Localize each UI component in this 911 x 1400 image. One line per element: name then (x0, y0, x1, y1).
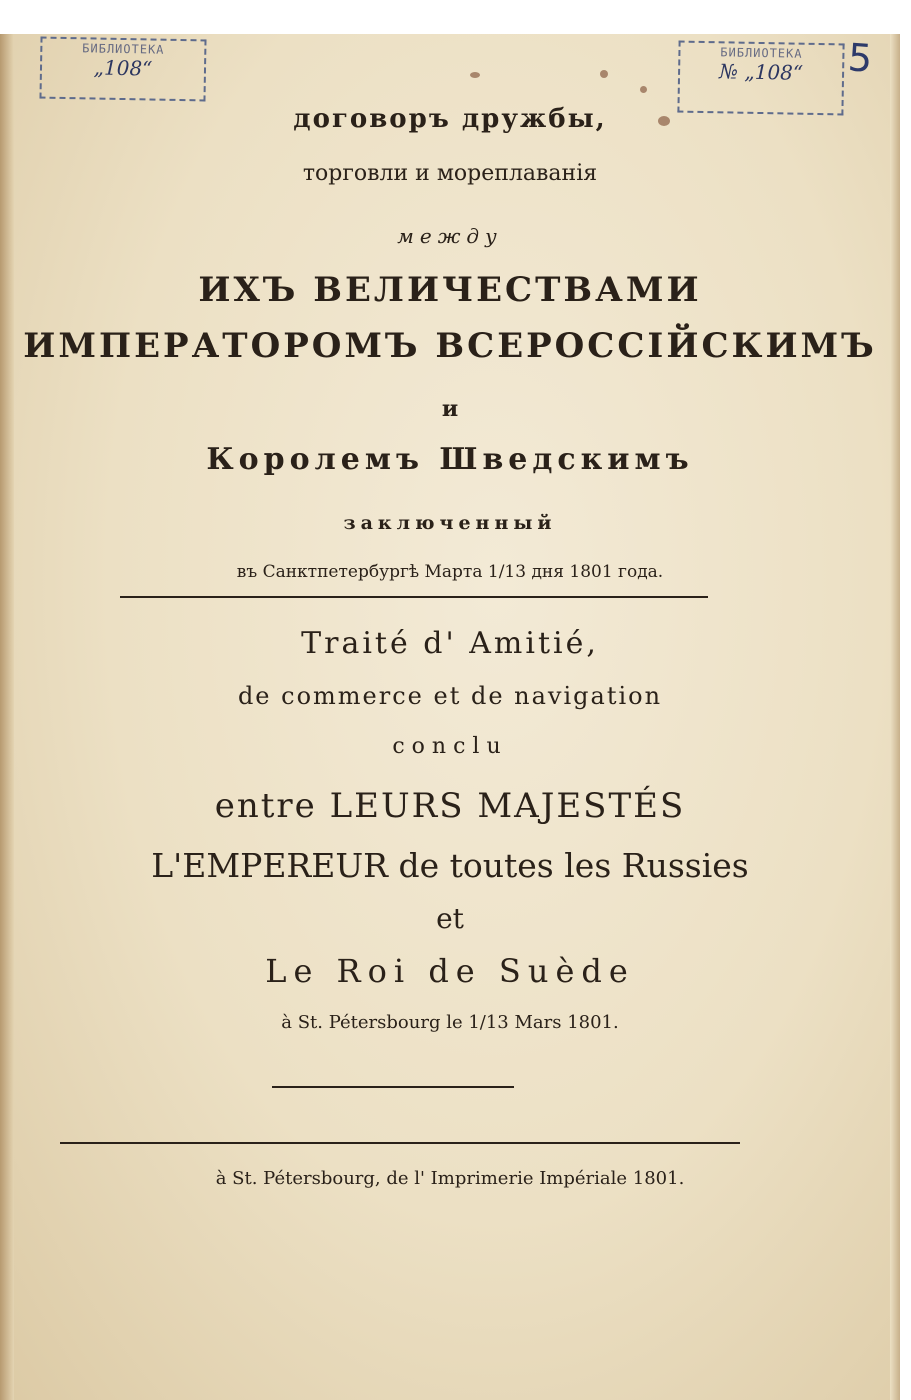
stamp-right-number: № „108“ (718, 59, 804, 85)
stamp-left-label: БИБЛИОТЕКА (82, 41, 165, 57)
short-divider (272, 1086, 514, 1088)
ink-speck (640, 86, 647, 93)
imprint-divider (60, 1142, 740, 1144)
russian-subtitle: торговли и мореплаванія (302, 161, 598, 186)
russian-between: между (397, 224, 503, 248)
french-majesties: entre LEURS MAJESTÉS (214, 786, 686, 826)
russian-title: договоръ дружбы, (293, 104, 607, 134)
russian-king: Королемъ Шведскимъ (206, 442, 694, 477)
russian-and: и (441, 396, 459, 422)
russian-date: въ Санктпетербургѣ Марта 1/13 дня 1801 года. (236, 562, 664, 582)
handwritten-page-number: 5 (846, 35, 874, 81)
ink-speck (470, 72, 480, 78)
russian-majesties: ИХЪ ВЕЛИЧЕСТВАМИ (198, 270, 702, 310)
french-subtitle: de commerce et de navigation (237, 682, 663, 710)
stamp-left-number: „108“ (93, 55, 153, 81)
french-concluded: conclu (392, 734, 508, 759)
french-title: Traité d' Amitié, (301, 626, 599, 661)
russian-concluded: заключенный (343, 512, 557, 534)
french-king: Le Roi de Suède (265, 952, 635, 990)
ink-speck (600, 70, 608, 78)
document-page (0, 34, 900, 1400)
imprint-line: à St. Pétersbourg, de l' Imprimerie Impériale 1801. (215, 1168, 685, 1189)
library-stamp-left (39, 37, 206, 102)
french-emperor: L'EMPEREUR de toutes les Russies (151, 846, 749, 885)
french-date: à St. Pétersbourg le 1/13 Mars 1801. (281, 1012, 619, 1033)
french-and: et (436, 902, 464, 935)
section-divider (120, 596, 708, 598)
stamp-right-label: БИБЛИОТЕКА (720, 45, 803, 61)
russian-emperor: ИМПЕРАТОРОМЪ ВСЕРОССІЙСКИМЪ (23, 326, 877, 366)
